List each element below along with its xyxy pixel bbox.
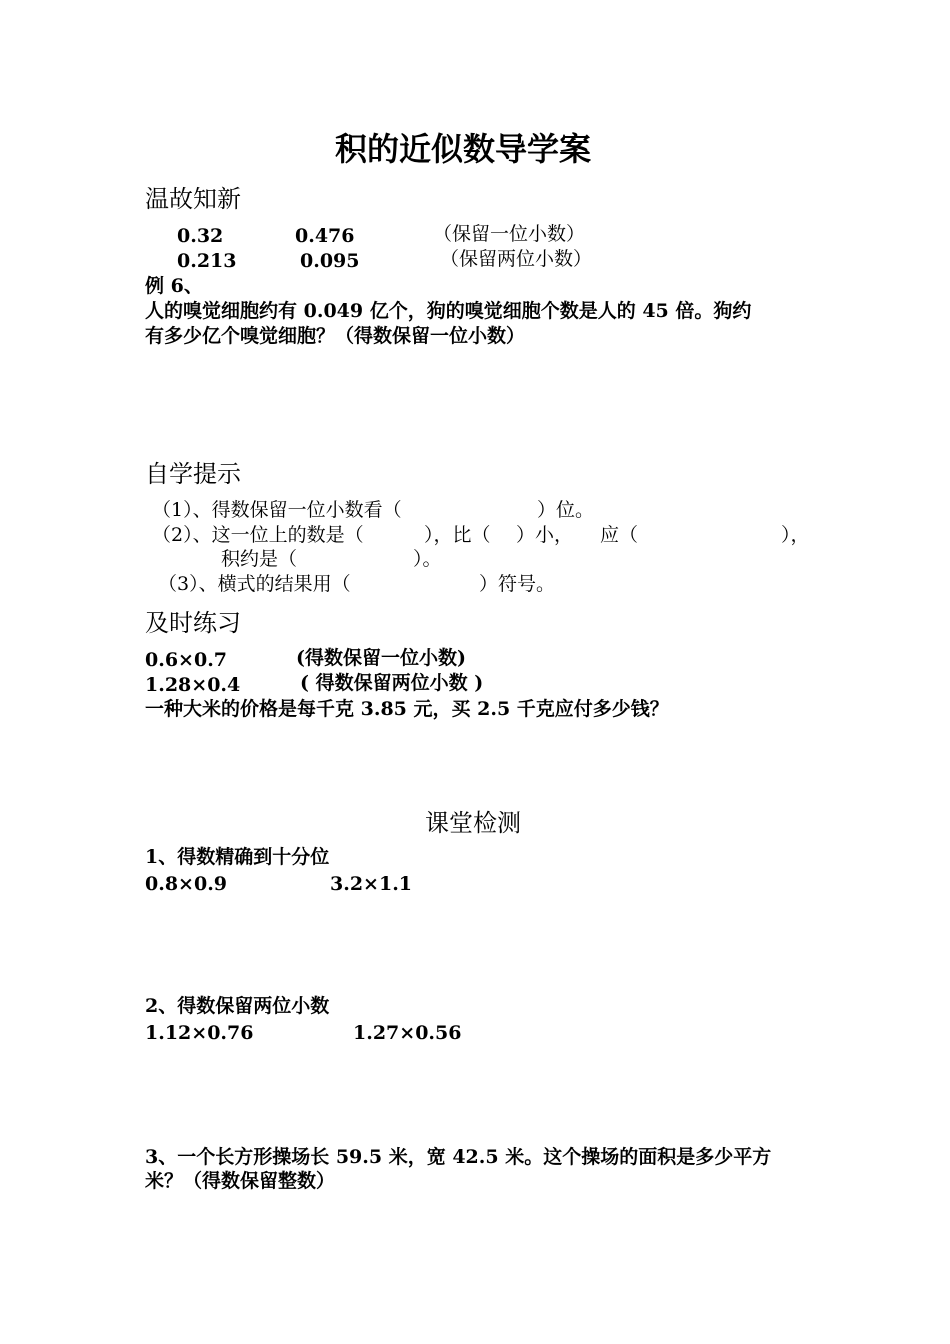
test-3-line2: 米？（得数保留整数） [145,1170,336,1192]
test-2-title: 2、得数保留两位小数 [145,995,330,1017]
practice-3-text: 一种大米的价格是每千克 3.85 元，买 2.5 千克应付多少钱？ [145,698,669,720]
hint-2-mid2: ）小， [516,524,574,546]
review-row1-b: 0.476 [295,225,355,247]
test-2-a: 1.12×0.76 [145,1022,254,1044]
test-2-b: 1.27×0.56 [353,1022,462,1044]
hint-2-mid1: ），比（ [424,524,491,546]
test-1-title: 1、得数精确到十分位 [145,846,330,868]
example-text-line2: 有多少亿个嗅觉细胞？（得数保留一位小数） [145,325,526,347]
hint-2b-start: 积约是（ [221,548,298,570]
test-1-b: 3.2×1.1 [330,873,413,895]
hint-1-end: ）位。 [537,499,595,521]
example-text-line1: 人的嗅觉细胞约有 0.049 亿个，狗的嗅觉细胞个数是人的 45 倍。狗约 [145,300,752,322]
practice-1-note: (得数保留一位小数) [296,647,466,669]
test-3-line1: 3、一个长方形操场长 59.5 米，宽 42.5 米。这个操场的面积是多少平方 [145,1146,772,1168]
hint-1-start: （1）、得数保留一位小数看（ [152,499,402,521]
practice-1-expr: 0.6×0.7 [145,649,228,671]
review-row2-b: 0.095 [300,250,360,272]
section-heading-practice: 及时练习 [145,609,241,637]
review-row1-a: 0.32 [177,225,224,247]
review-row1-note: （保留一位小数） [433,223,586,245]
test-1-a: 0.8×0.9 [145,873,228,895]
hint-3-start: （3）、横式的结果用（ [158,573,351,595]
practice-2-expr: 1.28×0.4 [145,674,241,696]
hint-2b-end: ）。 [413,548,442,570]
section-heading-test: 课堂检测 [425,809,521,837]
review-row2-note: （保留两位小数） [440,248,593,270]
example-label: 例 6、 [145,275,203,297]
review-row2-a: 0.213 [177,250,237,272]
practice-2-note: ( 得数保留两位小数 ) [300,672,484,694]
section-heading-review: 温故知新 [145,185,241,213]
hint-3-end: ）符号。 [479,573,556,595]
hint-2-start: （2）、这一位上的数是（ [152,524,364,546]
page-title: 积的近似数导学案 [335,130,592,168]
section-heading-selfstudy: 自学提示 [145,460,241,488]
hint-2-mid3: 应（ [600,524,639,546]
hint-2-end: ）， [781,524,810,546]
